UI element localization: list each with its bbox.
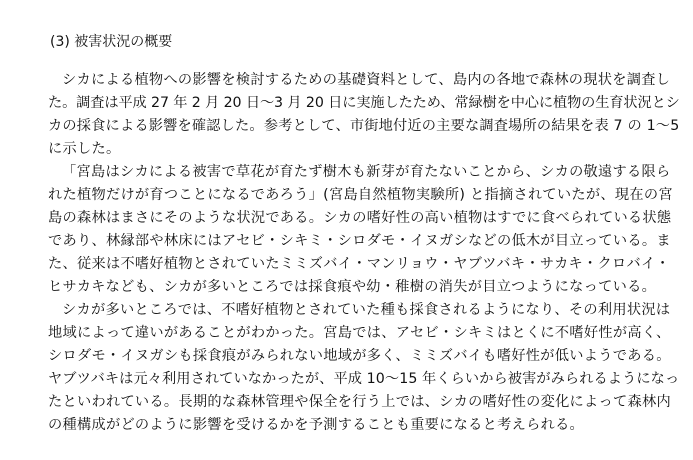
paragraph-2-line-6: ヒサカキなども、シカが多いところでは採食痕や幼・稚樹の消失が目立つようになっている。 [48,279,657,295]
paragraph-1-line-2: た。調査は平成 27 年 2 月 20 日～3 月 20 日に実施したため、常緑樹を中心に植物の生育状況とシ [48,95,680,111]
paragraph-3-line-2: 地域によって違いがあることがわかった。宮島では、アセビ・シキミはとくに不嗜好性が高く、 [48,325,671,341]
paragraph-3-line-6: の種構成がどのように影響を受けるかを予測することも重要になると考えられる。 [48,417,585,433]
paragraph-1-line-4: に示した。 [48,141,121,157]
paragraph-3-line-1: シカが多いところでは、不嗜好植物とされていた種も採食されるようになり、その利用状況は [62,302,671,318]
paragraph-2-line-4: であり、林縁部や林床にはアセビ・シキミ・シロダモ・イヌガシなどの低木が目立っている。ま [48,233,671,249]
paragraph-2-line-2: れた植物だけが育つことになるであろう」(宮島自然植物実験所) と指摘されていたが、現在の宮 [48,187,673,203]
section-heading: (3) 被害状況の概要 [50,34,173,50]
paragraph-3-line-5: たといわれている。長期的な森林管理や保全を行う上では、シカの嗜好性の変化によって森林内 [48,394,671,410]
paragraph-1-line-1: シカによる植物への影響を検討するための基礎資料として、島内の各地で森林の現状を調査し [62,72,671,88]
paragraph-2-line-3: 島の森林はまさにそのような状況である。シカの嗜好性の高い植物はすでに食べられている状態 [48,210,672,226]
paragraph-3-line-3: シロダモ・イヌガシも採食痕がみられない地域が多く、ミミズバイも嗜好性が低いようである。 [48,348,671,364]
paragraph-2-line-1: 「宮島はシカによる被害で草花が育たず樹木も新芽が育たないことから、シカの敬遠する限ら [62,164,671,180]
paragraph-2-line-5: た、従来は不嗜好植物とされていたミミズバイ・マンリョウ・ヤブツバキ・サカキ・クロバイ・ [48,256,670,272]
paragraph-1-line-3: カの採食による影響を確認した。参考として、市街地付近の主要な調査場所の結果を表 7 の 1～5 [48,118,680,134]
paragraph-3-line-4: ヤブツバキは元々利用されていなかったが、平成 10～15 年くらいから被害がみられるようになっ [48,371,680,387]
